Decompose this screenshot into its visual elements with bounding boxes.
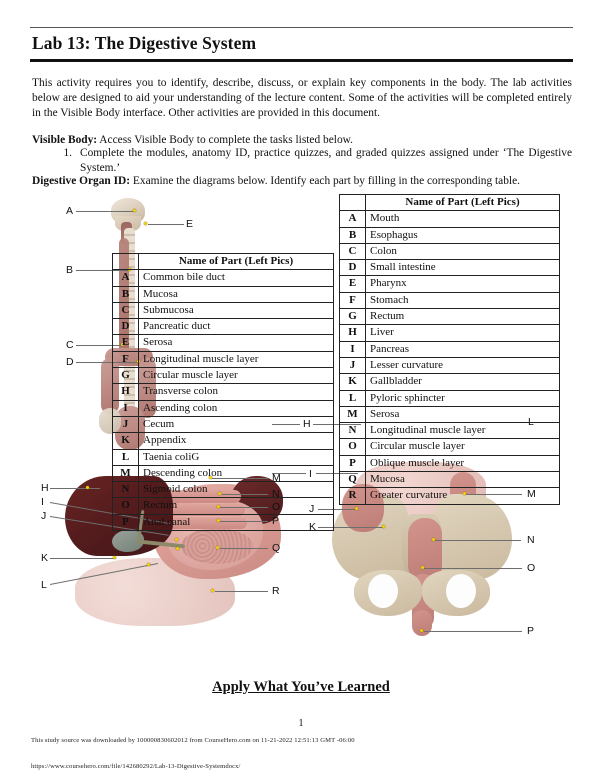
left-part-value[interactable]: Submucosa: [139, 302, 334, 318]
figure-label-j-pelvis: J: [309, 503, 315, 515]
figure-label-l-stomach: L: [41, 579, 47, 591]
page-title: Lab 13: The Digestive System: [32, 33, 257, 53]
table-row: [340, 325, 560, 341]
left-part-key: G: [113, 368, 139, 384]
figure-label-p-pelvis: P: [527, 625, 535, 637]
right-part-value[interactable]: Pancreas: [366, 341, 560, 357]
table-right-header-key: [340, 195, 366, 211]
right-part-key: N: [340, 423, 366, 439]
figure-label-j-stomach: J: [41, 510, 47, 522]
left-part-value[interactable]: Appendix: [139, 433, 334, 449]
left-part-key: D: [113, 319, 139, 335]
left-part-value[interactable]: Cecum: [139, 416, 334, 432]
table-header-row: [113, 254, 334, 270]
right-part-value[interactable]: Serosa: [366, 406, 560, 422]
table-row: [340, 390, 560, 406]
right-part-key: B: [340, 227, 366, 243]
right-obturator-foramen-illustration: [446, 574, 476, 608]
figure-label-a: A: [66, 205, 74, 217]
left-part-value[interactable]: Transverse colon: [139, 384, 334, 400]
apply-heading: Apply What You’ve Learned: [212, 679, 390, 695]
leader-line-e: [148, 224, 184, 225]
table-row: [340, 260, 560, 276]
figure-label-o-pelvis: O: [527, 562, 536, 574]
header-rule: [30, 27, 573, 28]
right-part-key: A: [340, 211, 366, 227]
right-part-key: Q: [340, 472, 366, 488]
marker-dot-l-pyloric: [147, 563, 150, 566]
right-part-value[interactable]: Pharynx: [366, 276, 560, 292]
figure-label-q-stomach: Q: [272, 542, 281, 554]
table-row: [340, 292, 560, 308]
marker-dot-e: [144, 222, 147, 225]
right-part-key: J: [340, 357, 366, 373]
right-part-value[interactable]: Mouth: [366, 211, 560, 227]
right-part-value[interactable]: Rectum: [366, 309, 560, 325]
figure-label-n-pelvis: N: [527, 534, 535, 546]
right-part-value[interactable]: Oblique muscle layer: [366, 455, 560, 471]
leader-line-n-sigmoid: [435, 540, 521, 541]
figure-label-i-stomach: I: [41, 496, 44, 508]
leader-line-p-anal-canal: [424, 631, 522, 632]
right-part-key: M: [340, 406, 366, 422]
table-row: [340, 374, 560, 390]
table-row: [113, 482, 334, 498]
right-part-value[interactable]: Longitudinal muscle layer: [366, 423, 560, 439]
right-part-key: K: [340, 374, 366, 390]
figure-label-b: B: [66, 264, 74, 276]
left-part-key: L: [113, 449, 139, 465]
right-part-key: L: [340, 390, 366, 406]
right-part-key: F: [340, 292, 366, 308]
table-row: [340, 243, 560, 259]
left-part-key: H: [113, 384, 139, 400]
left-part-value[interactable]: Anal canal: [139, 514, 334, 530]
leader-line-h-liver: [50, 488, 100, 489]
left-part-key: P: [113, 514, 139, 530]
table-row: [113, 351, 334, 367]
right-part-key: C: [340, 243, 366, 259]
table-row: [113, 400, 334, 416]
source-url: https://www.coursehero.com/file/142680292/Lab-13-Digestive-Systemdocx/: [31, 763, 241, 770]
right-part-value[interactable]: Pyloric sphincter: [366, 390, 560, 406]
figure-label-k-stomach: K: [41, 552, 49, 564]
table-row: [113, 433, 334, 449]
table-left-header-key: [113, 254, 139, 270]
table-row: [340, 341, 560, 357]
table-left-header-value: Name of Part (Left Pics): [139, 254, 334, 270]
table-row: [340, 211, 560, 227]
left-part-key: J: [113, 416, 139, 432]
table-row: [113, 302, 334, 318]
left-part-value[interactable]: Sigmoid colon: [139, 482, 334, 498]
table-row: [113, 416, 334, 432]
left-part-key: C: [113, 302, 139, 318]
source-watermark: This study source was downloaded by 100000830602012 from CourseHero.com on 11-21-2022 12:51:13 GMT -06:00: [31, 737, 355, 744]
table-row: [340, 439, 560, 455]
page-number: 1: [298, 718, 304, 729]
table-row: [113, 449, 334, 465]
intro-paragraph: This activity requires you to identify, describe, discuss, or explain key components in the body. The lab activities below are designed to aid your understanding of the lecture content. Some of the activities will be completed entirely in the Visible Body interface. Other activities are provided in this document.: [32, 77, 572, 120]
right-part-value[interactable]: Gallbladder: [366, 374, 560, 390]
marker-dot-q-mucosa: [216, 546, 219, 549]
table-row: [340, 455, 560, 471]
right-part-value[interactable]: Small intestine: [366, 260, 560, 276]
leader-line-k-gallbladder: [50, 558, 116, 559]
left-part-key: O: [113, 498, 139, 514]
left-part-key: N: [113, 482, 139, 498]
marker-dot-k-gallbladder: [113, 556, 116, 559]
figure-label-r-stomach: R: [272, 585, 280, 597]
figure-label-n-stomach: N: [272, 488, 280, 500]
table-row: [113, 465, 334, 481]
left-part-key: B: [113, 286, 139, 302]
left-part-value[interactable]: Pancreatic duct: [139, 319, 334, 335]
table-left-body: [113, 270, 334, 531]
marker-dot-p-anal-canal: [420, 629, 423, 632]
marker-dot-n-sigmoid: [432, 538, 435, 541]
list-item-text: Complete the modules, anatomy ID, practice quizzes, and graded quizzes assigned under ‘The Digestive System.’: [80, 147, 572, 175]
right-part-key: E: [340, 276, 366, 292]
table-row: [340, 276, 560, 292]
left-part-key: I: [113, 400, 139, 416]
marker-dot-j-lesser-curvature: [175, 538, 178, 541]
right-part-key: R: [340, 488, 366, 504]
table-row: [340, 406, 560, 422]
marker-dot-h-liver: [86, 486, 89, 489]
table-right-header-value: Name of Part (Left Pics): [366, 195, 560, 211]
left-part-key: F: [113, 351, 139, 367]
right-part-key: D: [340, 260, 366, 276]
left-part-key: K: [113, 433, 139, 449]
left-part-value[interactable]: Taenia coliG: [139, 449, 334, 465]
table-row: [113, 270, 334, 286]
left-part-value[interactable]: Common bile duct: [139, 270, 334, 286]
table-row: [113, 498, 334, 514]
figure-label-o-stomach: O: [272, 501, 281, 513]
table-row: [113, 384, 334, 400]
figure-label-l-overview: L: [528, 416, 534, 428]
organ-id-text: Examine the diagrams below. Identify each part by filling in the corresponding table.: [130, 175, 520, 187]
organ-id-label: Digestive Organ ID:: [32, 175, 131, 187]
table-row: [340, 423, 560, 439]
figure-label-i-overview: I: [309, 468, 312, 480]
visible-body-text: Access Visible Body to complete the tasks listed below.: [97, 134, 353, 146]
right-part-key: P: [340, 455, 366, 471]
right-part-key: O: [340, 439, 366, 455]
left-part-value[interactable]: Descending colon: [139, 465, 334, 481]
figure-label-h-stomach: H: [41, 482, 49, 494]
marker-dot-o-rectum: [421, 566, 424, 569]
figure-label-c: C: [66, 339, 74, 351]
table-row: [113, 319, 334, 335]
marker-dot-i-pancreas: [176, 547, 179, 550]
marker-dot-a: [133, 209, 136, 212]
title-underline-rule: [30, 59, 573, 62]
leader-line-a: [76, 211, 134, 212]
left-part-value[interactable]: Circular muscle layer: [139, 368, 334, 384]
left-part-value[interactable]: Rectum: [139, 498, 334, 514]
marker-dot-j-cecum: [355, 507, 358, 510]
table-right-pics-parts: [339, 194, 560, 505]
figure-label-d: D: [66, 356, 74, 368]
table-right-body: [340, 211, 560, 504]
table-row: [113, 335, 334, 351]
right-part-value[interactable]: Lesser curvature: [366, 357, 560, 373]
figure-label-p-stomach: P: [272, 515, 280, 527]
table-row: [340, 357, 560, 373]
right-part-value[interactable]: Esophagus: [366, 227, 560, 243]
task-list-item: [50, 146, 572, 176]
left-part-key: E: [113, 335, 139, 351]
right-part-value[interactable]: Liver: [366, 325, 560, 341]
left-part-value[interactable]: Ascending colon: [139, 400, 334, 416]
table-left-pics-parts: [112, 253, 334, 531]
table-header-row: [340, 195, 560, 211]
list-item-number: 1.: [63, 147, 72, 159]
figure-label-m-pelvis: M: [527, 488, 536, 500]
table-row: [340, 488, 560, 504]
figure-label-m-stomach: M: [272, 472, 281, 484]
table-row: [340, 309, 560, 325]
table-row: [340, 227, 560, 243]
visible-body-label: Visible Body:: [32, 134, 98, 146]
left-part-key: A: [113, 270, 139, 286]
right-part-key: I: [340, 341, 366, 357]
right-part-key: H: [340, 325, 366, 341]
left-obturator-foramen-illustration: [368, 574, 398, 608]
right-part-value[interactable]: Stomach: [366, 292, 560, 308]
table-row: [113, 514, 334, 530]
right-part-value[interactable]: Colon: [366, 243, 560, 259]
figure-label-e: E: [186, 218, 194, 230]
organ-id-paragraph: [32, 174, 572, 189]
marker-dot-r-greater-curvature: [211, 589, 214, 592]
figure-label-h-overview: H: [303, 418, 311, 430]
table-row: [113, 368, 334, 384]
leader-line-q-mucosa: [220, 548, 268, 549]
anal-canal-illustration: [412, 610, 432, 636]
marker-dot-k-appendix: [382, 525, 385, 528]
figure-label-k-pelvis: K: [309, 521, 317, 533]
right-part-value[interactable]: Greater curvature: [366, 488, 560, 504]
left-part-value[interactable]: Serosa: [139, 335, 334, 351]
leader-line-r-greater-curvature: [215, 591, 268, 592]
right-part-key: G: [340, 309, 366, 325]
table-row: [340, 472, 560, 488]
table-row: [113, 286, 334, 302]
left-part-value[interactable]: Mucosa: [139, 286, 334, 302]
leader-line-o-rectum: [424, 568, 522, 569]
right-part-value[interactable]: Mucosa: [366, 472, 560, 488]
left-part-value[interactable]: Longitudinal muscle layer: [139, 351, 334, 367]
right-part-value[interactable]: Circular muscle layer: [366, 439, 560, 455]
left-part-key: M: [113, 465, 139, 481]
